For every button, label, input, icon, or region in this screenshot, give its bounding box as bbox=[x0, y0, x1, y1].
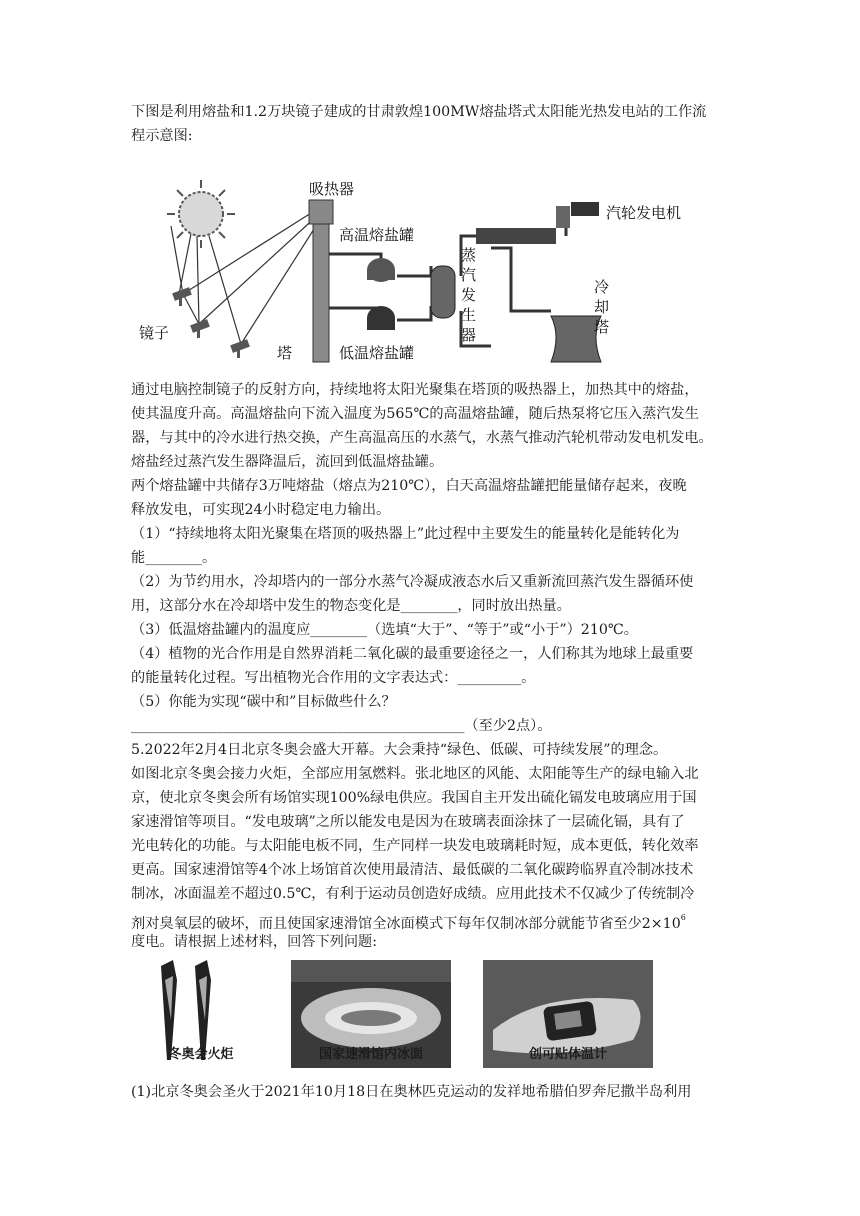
turbine-generator-icon bbox=[476, 202, 599, 244]
label-cooling-1: 冷 bbox=[594, 278, 610, 296]
label-absorber: 吸热器 bbox=[309, 180, 355, 198]
absorber-icon bbox=[309, 200, 333, 224]
label-cooling-2: 却 bbox=[594, 298, 610, 316]
question-3: （3）低温熔盐罐内的温度应________（选填“大于”、“等于”或“小于”）210℃。 bbox=[131, 622, 638, 638]
section5-line-4: 家速滑馆等项目。“发电玻璃”之所以能发电是因为在玻璃表面涂抹了一层硫化镉，具有了 bbox=[131, 814, 685, 830]
hot-tank-icon bbox=[367, 258, 395, 282]
body-line-3: 器，与其中的冷水进行热交换，产生高温高压的水蒸气，水蒸气推动汽轮机带动发电机发电。 bbox=[131, 430, 713, 446]
section5-line-8-text: 剂对臭氧层的破坏，而且使国家速滑馆全冰面模式下每年仅制冰部分就能节省至少2×10 bbox=[131, 916, 681, 932]
label-mirror: 镜子 bbox=[139, 324, 170, 342]
steam-generator-icon bbox=[431, 266, 455, 318]
question-1-line-1: （1）“持续地将太阳光聚集在塔顶的吸热器上”此过程中主要发生的能量转化是能转化为 bbox=[131, 526, 680, 542]
label-steam-gen-1: 蒸 bbox=[461, 246, 477, 264]
label-steam-gen-3: 发 bbox=[461, 286, 477, 304]
label-steam-gen-4: 生 bbox=[461, 306, 477, 324]
section5-line-5: 光电转化的功能。与太阳能电板不同，生产同样一块发电玻璃耗时短，成本更低，转化效率 bbox=[131, 838, 699, 854]
mirror-icons bbox=[172, 287, 250, 358]
last-line: (1)北京冬奥会圣火于2021年10月18日在奥林匹克运动的发祥地希腊伯罗奔尼撒半岛利用 bbox=[131, 1084, 692, 1100]
tower-icon bbox=[313, 224, 329, 362]
label-steam-gen-2: 汽 bbox=[461, 266, 477, 284]
section5-line-7: 制冰，冰面温差不超过0.5℃，有利于运动员创造好成绩。应用此技术不仅减少了传统制冷 bbox=[131, 886, 695, 902]
section5-line-9: 度电。请根据上述材料，回答下列问题: bbox=[131, 934, 377, 950]
question-5-line-2: _______________________________________________（至少2点）。 bbox=[131, 718, 552, 734]
question-1-line-2: 能________。 bbox=[131, 550, 217, 566]
section5-line-2: 如图北京冬奥会接力火炬，全部应用氢燃料。张北地区的风能、太阳能等生产的绿电输入北 bbox=[131, 766, 699, 782]
label-cold-tank: 低温熔盐罐 bbox=[339, 344, 415, 362]
exponent: 6 bbox=[680, 913, 686, 922]
intro-line-1: 下图是利用熔盐和1.2万块镜子建成的甘肃敦煌100MW熔盐塔式太阳能光热发电站的工作流 bbox=[131, 104, 707, 120]
section5-line-6: 更高。国家速滑馆等4个冰上场馆首次使用最清洁、最低碳的二氧化碳跨临界直冷制冰技术 bbox=[131, 862, 694, 878]
body-line-1: 通过电脑控制镜子的反射方向，持续地将太阳光聚集在塔顶的吸热器上，加热其中的熔盐， bbox=[131, 382, 699, 398]
label-tower: 塔 bbox=[277, 344, 293, 362]
question-2-line-2: 用，这部分水在冷却塔中发生的物态变化是________，同时放出热量。 bbox=[131, 598, 571, 614]
solar-plant-diagram bbox=[131, 166, 731, 372]
label-hot-tank: 高温熔盐罐 bbox=[339, 226, 415, 244]
label-steam-gen-5: 器 bbox=[461, 326, 477, 344]
body-line-6: 释放发电，可实现24小时稳定电力输出。 bbox=[131, 502, 391, 518]
section5-line-1: 5.2022年2月4日北京冬奥会盛大开幕。大会秉持“绿色、低碳、可持续发展”的理念。 bbox=[131, 742, 668, 758]
intro-line-2: 程示意图: bbox=[131, 128, 193, 144]
caption-ice-rink: 国家速滑馆内冰面 bbox=[318, 1047, 423, 1062]
label-cooling-3: 塔 bbox=[594, 318, 610, 336]
cold-tank-icon bbox=[367, 306, 395, 330]
question-4-line-1: （4）植物的光合作用是自然界消耗二氧化碳的最重要途径之一，人们称其为地球上最重要 bbox=[131, 646, 694, 662]
body-line-4: 熔盐经过蒸汽发生器降温后，流回到低温熔盐罐。 bbox=[131, 454, 444, 470]
caption-thermometer: 创可贴体温计 bbox=[528, 1047, 607, 1062]
diagram-svg bbox=[131, 166, 731, 372]
question-2-line-1: （2）为节约用水，冷却塔内的一部分水蒸气冷凝成液态水后又重新流回蒸汽发生器循环使 bbox=[131, 574, 694, 590]
caption-torch: 冬奥会火炬 bbox=[168, 1047, 234, 1062]
sun-icon bbox=[167, 180, 235, 248]
question-5-line-1: （5）你能为实现“碳中和”目标做些什么？ bbox=[131, 694, 396, 710]
label-generator: 汽轮发电机 bbox=[606, 204, 682, 222]
body-line-2: 使其温度升高。高温熔盐向下流入温度为565℃的高温熔盐罐，随后热泵将它压入蒸汽发生 bbox=[131, 406, 699, 422]
body-line-5: 两个熔盐罐中共储存3万吨熔盐（熔点为210℃），白天高温熔盐罐把能量储存起来，夜晚 bbox=[131, 478, 687, 494]
section5-line-3: 京，使北京冬奥会所有场馆实现100%绿电供应。我国自主开发出硫化镉发电玻璃应用于国 bbox=[131, 790, 697, 806]
question-4-line-2: 的能量转化过程。写出植物光合作用的文字表达式：_________。 bbox=[131, 670, 536, 686]
